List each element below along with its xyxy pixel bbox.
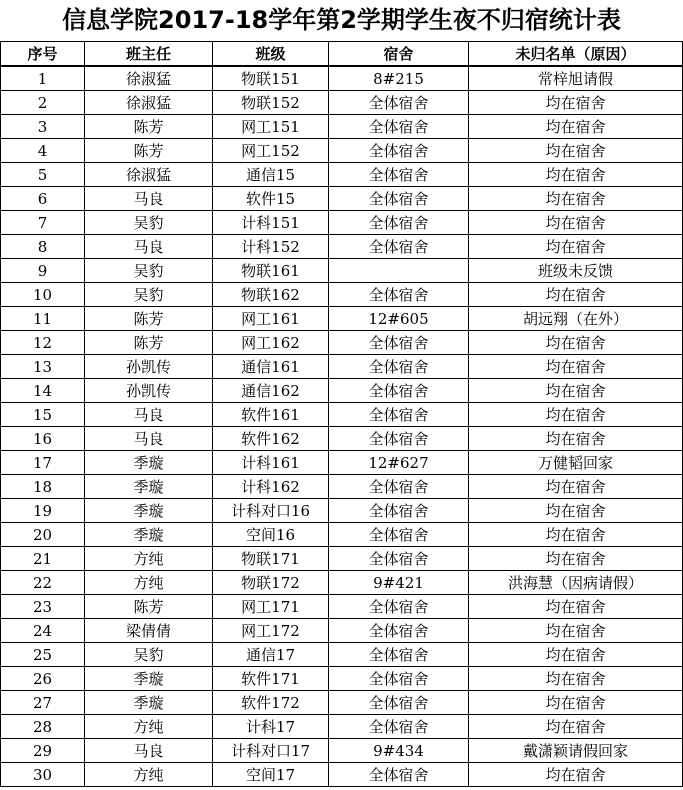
sheet-title: 信息学院2017-18学年第2学期学生夜不归宿统计表	[62, 6, 621, 34]
cell-absent[interactable]: 均在宿舍	[469, 211, 683, 235]
cell-index[interactable]: 1	[1, 66, 85, 91]
cell-dorm[interactable]	[329, 259, 469, 283]
cell-dorm[interactable]: 全体宿舍	[329, 547, 469, 571]
table-body	[1, 66, 683, 787]
cell-index[interactable]: 23	[1, 595, 85, 619]
cell-dorm[interactable]: 全体宿舍	[329, 619, 469, 643]
cell-teacher[interactable]: 马良	[85, 403, 213, 427]
cell-teacher[interactable]: 陈芳	[85, 307, 213, 331]
cell-index[interactable]: 12	[1, 331, 85, 355]
cell-class[interactable]: 通信15	[213, 163, 329, 187]
cell-dorm[interactable]: 12#605	[329, 307, 469, 331]
cell-teacher[interactable]: 梁倩倩	[85, 619, 213, 643]
cell-class[interactable]: 软件15	[213, 187, 329, 211]
table-row	[1, 619, 683, 643]
cell-index[interactable]: 7	[1, 211, 85, 235]
cell-class[interactable]: 网工161	[213, 307, 329, 331]
cell-teacher[interactable]: 季璇	[85, 499, 213, 523]
table-row	[1, 499, 683, 523]
cell-absent[interactable]: 均在宿舍	[469, 427, 683, 451]
table-row	[1, 66, 683, 91]
cell-class[interactable]: 软件171	[213, 667, 329, 691]
cell-index[interactable]: 18	[1, 475, 85, 499]
cell-index[interactable]: 13	[1, 355, 85, 379]
cell-class[interactable]: 网工162	[213, 331, 329, 355]
cell-dorm[interactable]: 9#421	[329, 571, 469, 595]
cell-class[interactable]: 计科17	[213, 715, 329, 739]
cell-class[interactable]: 计科161	[213, 451, 329, 475]
cell-index[interactable]: 2	[1, 91, 85, 115]
cell-index[interactable]: 8	[1, 235, 85, 259]
cell-dorm[interactable]: 全体宿舍	[329, 595, 469, 619]
cell-index[interactable]: 5	[1, 163, 85, 187]
cell-absent[interactable]: 均在宿舍	[469, 331, 683, 355]
table-row	[1, 667, 683, 691]
table-row	[1, 91, 683, 115]
cell-absent[interactable]: 均在宿舍	[469, 499, 683, 523]
table-row	[1, 643, 683, 667]
cell-teacher[interactable]: 季璇	[85, 451, 213, 475]
cell-dorm[interactable]: 全体宿舍	[329, 163, 469, 187]
table-row	[1, 115, 683, 139]
table-row	[1, 163, 683, 187]
cell-dorm[interactable]: 全体宿舍	[329, 355, 469, 379]
cell-teacher[interactable]: 徐淑猛	[85, 66, 213, 91]
cell-absent[interactable]: 戴潇颖请假回家	[469, 739, 683, 763]
table-row	[1, 451, 683, 475]
cell-teacher[interactable]: 马良	[85, 427, 213, 451]
cell-index[interactable]: 30	[1, 763, 85, 787]
cell-index[interactable]: 19	[1, 499, 85, 523]
cell-index[interactable]: 29	[1, 739, 85, 763]
cell-dorm[interactable]: 全体宿舍	[329, 643, 469, 667]
table-row	[1, 715, 683, 739]
cell-dorm[interactable]: 全体宿舍	[329, 763, 469, 787]
cell-teacher[interactable]: 徐淑猛	[85, 91, 213, 115]
cell-teacher[interactable]: 吴豹	[85, 283, 213, 307]
cell-absent[interactable]: 常梓旭请假	[469, 66, 683, 91]
cell-index[interactable]: 17	[1, 451, 85, 475]
cell-class[interactable]: 物联172	[213, 571, 329, 595]
cell-dorm[interactable]: 全体宿舍	[329, 667, 469, 691]
cell-class[interactable]: 物联152	[213, 91, 329, 115]
table-row	[1, 595, 683, 619]
header-dorm[interactable]: 宿舍	[329, 42, 469, 67]
cell-absent[interactable]: 胡远翔（在外）	[469, 307, 683, 331]
cell-index[interactable]: 28	[1, 715, 85, 739]
cell-dorm[interactable]: 全体宿舍	[329, 499, 469, 523]
cell-absent[interactable]: 均在宿舍	[469, 619, 683, 643]
table-row	[1, 211, 683, 235]
cell-index[interactable]: 26	[1, 667, 85, 691]
cell-teacher[interactable]: 季璇	[85, 691, 213, 715]
cell-class[interactable]: 空间16	[213, 523, 329, 547]
cell-class[interactable]: 计科151	[213, 211, 329, 235]
cell-index[interactable]: 15	[1, 403, 85, 427]
cell-class[interactable]: 网工172	[213, 619, 329, 643]
header-teacher[interactable]: 班主任	[85, 42, 213, 67]
cell-teacher[interactable]: 陈芳	[85, 331, 213, 355]
cell-teacher[interactable]: 孙凯传	[85, 379, 213, 403]
cell-teacher[interactable]: 季璇	[85, 523, 213, 547]
cell-dorm[interactable]: 全体宿舍	[329, 139, 469, 163]
cell-absent[interactable]: 均在宿舍	[469, 115, 683, 139]
cell-teacher[interactable]: 季璇	[85, 475, 213, 499]
table-row	[1, 331, 683, 355]
cell-dorm[interactable]: 全体宿舍	[329, 331, 469, 355]
header-class[interactable]: 班级	[213, 42, 329, 67]
table-row	[1, 259, 683, 283]
cell-absent[interactable]: 均在宿舍	[469, 643, 683, 667]
cell-index[interactable]: 20	[1, 523, 85, 547]
cell-class[interactable]: 物联151	[213, 66, 329, 91]
cell-absent[interactable]: 均在宿舍	[469, 379, 683, 403]
cell-teacher[interactable]: 陈芳	[85, 595, 213, 619]
header-absent[interactable]: 未归名单（原因）	[469, 42, 683, 67]
table-row	[1, 739, 683, 763]
cell-dorm[interactable]: 全体宿舍	[329, 523, 469, 547]
cell-class[interactable]: 计科对口17	[213, 739, 329, 763]
table-row	[1, 571, 683, 595]
table-row	[1, 379, 683, 403]
cell-teacher[interactable]: 徐淑猛	[85, 163, 213, 187]
cell-absent[interactable]: 均在宿舍	[469, 235, 683, 259]
cell-class[interactable]: 通信17	[213, 643, 329, 667]
cell-absent[interactable]: 均在宿舍	[469, 763, 683, 787]
cell-dorm[interactable]: 全体宿舍	[329, 427, 469, 451]
table-row	[1, 523, 683, 547]
cell-dorm[interactable]: 全体宿舍	[329, 235, 469, 259]
cell-teacher[interactable]: 吴豹	[85, 211, 213, 235]
cell-class[interactable]: 软件172	[213, 691, 329, 715]
cell-absent[interactable]: 均在宿舍	[469, 187, 683, 211]
cell-class[interactable]: 计科162	[213, 475, 329, 499]
table-row	[1, 235, 683, 259]
cell-class[interactable]: 软件161	[213, 403, 329, 427]
cell-index[interactable]: 9	[1, 259, 85, 283]
cell-absent[interactable]: 均在宿舍	[469, 691, 683, 715]
table-row	[1, 355, 683, 379]
cell-class[interactable]: 物联171	[213, 547, 329, 571]
cell-absent[interactable]: 均在宿舍	[469, 283, 683, 307]
cell-index[interactable]: 16	[1, 427, 85, 451]
cell-absent[interactable]: 均在宿舍	[469, 355, 683, 379]
cell-dorm[interactable]: 9#434	[329, 739, 469, 763]
cell-class[interactable]: 通信161	[213, 355, 329, 379]
cell-index[interactable]: 3	[1, 115, 85, 139]
cell-absent[interactable]: 均在宿舍	[469, 163, 683, 187]
cell-teacher[interactable]: 马良	[85, 739, 213, 763]
cell-teacher[interactable]: 孙凯传	[85, 355, 213, 379]
cell-index[interactable]: 27	[1, 691, 85, 715]
table-row	[1, 547, 683, 571]
cell-dorm[interactable]: 全体宿舍	[329, 475, 469, 499]
cell-absent[interactable]: 均在宿舍	[469, 595, 683, 619]
cell-dorm[interactable]: 12#627	[329, 451, 469, 475]
cell-teacher[interactable]: 陈芳	[85, 139, 213, 163]
table-row	[1, 427, 683, 451]
cell-dorm[interactable]: 全体宿舍	[329, 691, 469, 715]
cell-class[interactable]: 软件162	[213, 427, 329, 451]
cell-teacher[interactable]: 方纯	[85, 571, 213, 595]
cell-teacher[interactable]: 方纯	[85, 715, 213, 739]
cell-class[interactable]: 物联161	[213, 259, 329, 283]
table-row	[1, 763, 683, 787]
cell-dorm[interactable]: 全体宿舍	[329, 115, 469, 139]
table-row	[1, 691, 683, 715]
cell-dorm[interactable]: 全体宿舍	[329, 91, 469, 115]
cell-index[interactable]: 21	[1, 547, 85, 571]
cell-class[interactable]: 网工151	[213, 115, 329, 139]
table-row	[1, 475, 683, 499]
cell-dorm[interactable]: 全体宿舍	[329, 379, 469, 403]
cell-absent[interactable]: 班级未反馈	[469, 259, 683, 283]
cell-absent[interactable]: 万健韬回家	[469, 451, 683, 475]
cell-absent[interactable]: 均在宿舍	[469, 139, 683, 163]
cell-index[interactable]: 22	[1, 571, 85, 595]
cell-dorm[interactable]: 全体宿舍	[329, 187, 469, 211]
cell-teacher[interactable]: 吴豹	[85, 643, 213, 667]
cell-class[interactable]: 物联162	[213, 283, 329, 307]
cell-index[interactable]: 11	[1, 307, 85, 331]
cell-index[interactable]: 4	[1, 139, 85, 163]
cell-teacher[interactable]: 陈芳	[85, 115, 213, 139]
cell-index[interactable]: 6	[1, 187, 85, 211]
cell-teacher[interactable]: 季璇	[85, 667, 213, 691]
cell-teacher[interactable]: 方纯	[85, 547, 213, 571]
cell-class[interactable]: 网工152	[213, 139, 329, 163]
cell-teacher[interactable]: 方纯	[85, 763, 213, 787]
table-row	[1, 139, 683, 163]
cell-absent[interactable]: 洪海慧（因病请假）	[469, 571, 683, 595]
cell-index[interactable]: 10	[1, 283, 85, 307]
cell-index[interactable]: 14	[1, 379, 85, 403]
cell-absent[interactable]: 均在宿舍	[469, 547, 683, 571]
cell-class[interactable]: 网工171	[213, 595, 329, 619]
cell-teacher[interactable]: 马良	[85, 235, 213, 259]
table-row	[1, 307, 683, 331]
cell-dorm[interactable]: 全体宿舍	[329, 715, 469, 739]
cell-absent[interactable]: 均在宿舍	[469, 475, 683, 499]
header-index[interactable]: 序号	[1, 42, 85, 67]
cell-teacher[interactable]: 马良	[85, 187, 213, 211]
table-row	[1, 187, 683, 211]
cell-dorm[interactable]: 全体宿舍	[329, 211, 469, 235]
table-row	[1, 403, 683, 427]
cell-teacher[interactable]: 吴豹	[85, 259, 213, 283]
cell-dorm[interactable]: 全体宿舍	[329, 283, 469, 307]
cell-absent[interactable]: 均在宿舍	[469, 403, 683, 427]
cell-class[interactable]: 计科对口16	[213, 499, 329, 523]
cell-class[interactable]: 通信162	[213, 379, 329, 403]
cell-dorm[interactable]: 8#215	[329, 66, 469, 91]
cell-class[interactable]: 计科152	[213, 235, 329, 259]
cell-class[interactable]: 空间17	[213, 763, 329, 787]
cell-index[interactable]: 24	[1, 619, 85, 643]
header-row	[1, 42, 683, 67]
cell-absent[interactable]: 均在宿舍	[469, 715, 683, 739]
cell-absent[interactable]: 均在宿舍	[469, 667, 683, 691]
data-table	[0, 41, 683, 787]
cell-dorm[interactable]: 全体宿舍	[329, 403, 469, 427]
cell-index[interactable]: 25	[1, 643, 85, 667]
table-row	[1, 283, 683, 307]
cell-absent[interactable]: 均在宿舍	[469, 91, 683, 115]
cell-absent[interactable]: 均在宿舍	[469, 523, 683, 547]
